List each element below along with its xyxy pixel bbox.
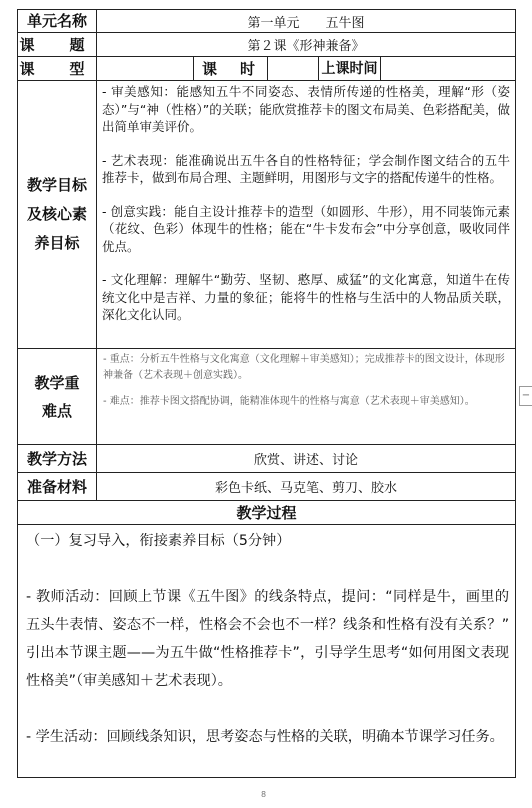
materials-row (18, 473, 516, 501)
topic-value: 第２课《形神兼备》 (97, 33, 516, 57)
objective-creative: - 创意实践：能自主设计推荐卡的造型（如圆形、牛形），用不同装饰元素（花纹、色彩）体现牛的性格；能在“牛卡发布会”中分享创意，吸收同伴优点。 (102, 203, 511, 254)
process-title: 教学过程 (18, 501, 516, 525)
type-value (97, 57, 194, 81)
unit-label: 单元名称 (18, 10, 97, 33)
key-points-label: 教学重难点 (18, 349, 97, 445)
hours-value (268, 57, 319, 81)
key-point-focus: - 重点：分析五牛性格与文化寓意（文化理解＋审美感知）；完成推荐卡的图文设计，体现形神兼备（艺术表现＋创意实践）。 (103, 354, 505, 381)
collapse-handle-icon[interactable]: − (519, 386, 532, 406)
methods-value: 欣赏、讲述、讨论 (97, 445, 516, 473)
objective-expression: - 艺术表现：能准确说出五牛各自的性格特征；学会制作图文结合的五牛推荐卡，做到布局合理、主题鲜明，用图形与文字的搭配传递牛的性格。 (102, 152, 511, 185)
type-row (18, 57, 516, 81)
methods-label: 教学方法 (18, 445, 97, 473)
key-point-difficulty: - 难点：推荐卡图文搭配协调，能精准体现牛的性格与寓意（艺术表现＋审美感知）。 (103, 396, 475, 407)
topic-row (18, 33, 516, 57)
topic-label: 课 题 (18, 33, 97, 57)
objective-aesthetic: - 审美感知：能感知五牛不同姿态、表情所传递的性格美，理解“形（姿态）”与“神（性格）”的关联；能欣赏推荐卡的图文布局美、色彩搭配美，做出简单审美评价。 (102, 84, 511, 134)
methods-row (18, 445, 516, 473)
key-points-content (97, 349, 516, 445)
key-points-row (18, 349, 516, 445)
materials-label: 准备材料 (18, 473, 97, 501)
process-content-row (18, 525, 516, 778)
objective-culture: - 文化理解：理解牛“勤劳、坚韧、憨厚、威猛”的文化寓意，知道牛在传统文化中是吉祥、力量的象征；能将牛的性格与生活中的人物品质关联，深化文化认同。 (102, 272, 511, 322)
process-title-row (18, 501, 516, 525)
objectives-row (18, 81, 516, 349)
process-teacher-activity: - 教师活动：回顾上节课《五牛图》的线条特点，提问：“同样是牛，画里的五头牛表情、姿态不一样，性格会不会也不一样？线条和性格有没有关系？” 引出本节课主题——为五牛做“性格推荐卡”，引导学生思考“如何用图文表现性格美”（审美感知＋艺术表现）。 (26, 589, 510, 689)
process-student-activity: - 学生活动：回顾线条知识，思考姿态与性格的关联，明确本节课学习任务。 (26, 729, 504, 745)
hours-label: 课 时 (194, 57, 268, 81)
objectives-content (97, 81, 516, 349)
unit-value: 第一单元 五牛图 (97, 10, 516, 33)
type-label: 课 型 (18, 57, 97, 81)
objectives-label: 教学目标及核心素养目标 (18, 81, 97, 349)
lesson-plan-table (17, 9, 516, 778)
materials-value: 彩色卡纸、马克笔、剪刀、胶水 (97, 473, 516, 501)
process-content (18, 525, 516, 778)
time-label: 上课时间 (319, 57, 381, 81)
time-value (381, 57, 516, 81)
process-step-heading: （一）复习导入，衔接素养目标（5分钟） (26, 533, 291, 549)
unit-row (18, 10, 516, 33)
page-number: 8 (260, 790, 267, 799)
